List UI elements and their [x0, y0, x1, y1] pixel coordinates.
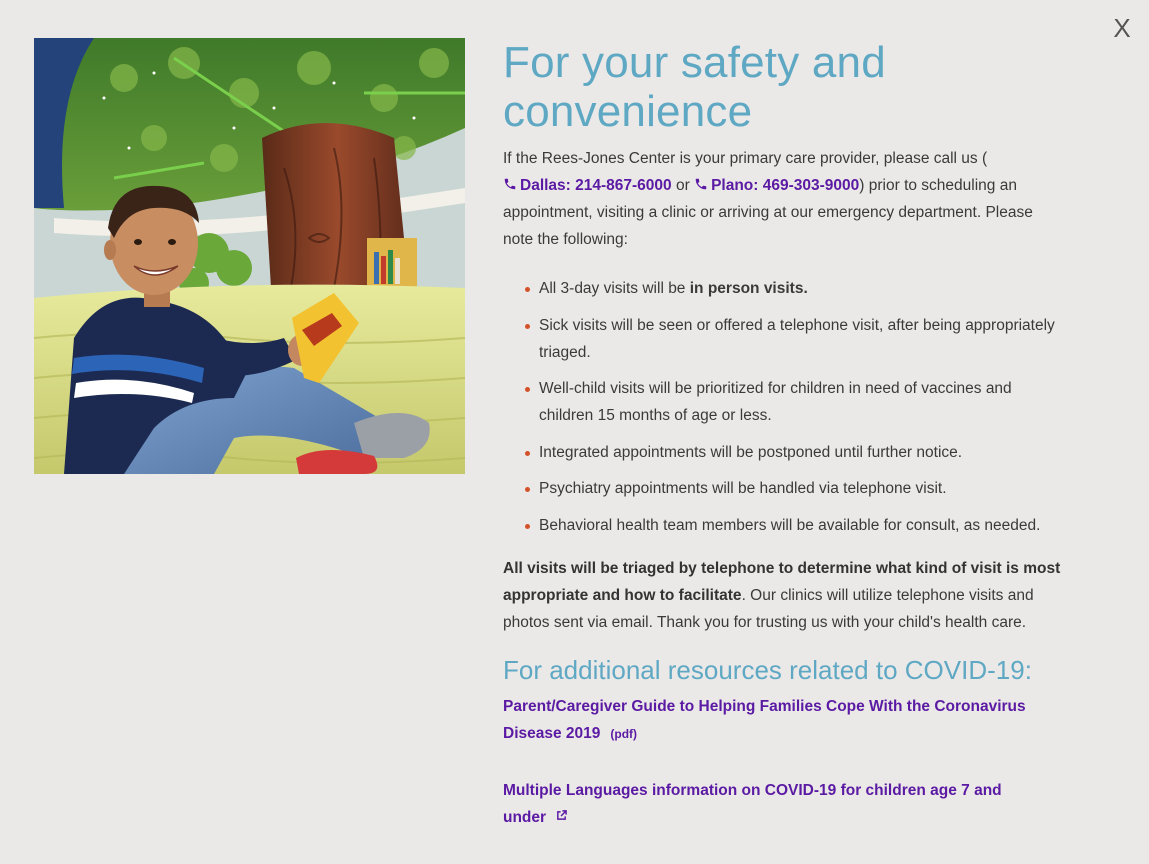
list-item-bold: in person visits.: [689, 280, 808, 297]
main-content: [503, 38, 1063, 832]
plano-phone-text[interactable]: Plano: 469-303-9000: [711, 177, 860, 194]
phone-icon: [503, 177, 517, 191]
page-title: For your safety and convenience: [503, 38, 886, 136]
notes-list: [503, 275, 1063, 539]
multiple-languages-label[interactable]: Multiple Languages information on COVID-19 for children age 7 and under: [503, 781, 1002, 826]
caregiver-guide-link[interactable]: [503, 693, 1033, 749]
list-item-text: Integrated appointments will be postponed until further notice.: [539, 443, 963, 461]
list-item-text: All 3-day visits will be: [539, 280, 690, 297]
bullet-icon: [525, 287, 530, 292]
bullet-icon: [525, 387, 530, 392]
list-item: [539, 439, 1063, 466]
list-item-text: Behavioral health team members will be available for consult, as needed.: [539, 516, 1041, 534]
resources-heading: For additional resources related to COVID-19:: [503, 654, 1032, 685]
bullet-icon: [525, 451, 530, 456]
external-link-icon: [556, 810, 567, 821]
list-item-text: Sick visits will be seen or offered a telephone visit, after being appropriately triaged.: [539, 316, 1055, 361]
triage-bold-text: All visits will be triaged by telephone to determine what kind of visit is most appropriate and how to facilitate: [503, 559, 1061, 604]
bullet-icon: [525, 524, 530, 529]
list-item: [539, 475, 1063, 502]
phone-icon: [694, 177, 708, 191]
bullet-icon: [525, 487, 530, 492]
triage-paragraph: [503, 555, 1063, 636]
close-button[interactable]: [1109, 13, 1135, 43]
plano-phone-link[interactable]: [694, 177, 859, 194]
intro-text-after: ) prior to scheduling an appointment, visiting a clinic or arriving at our emergency department. Please note the following:: [503, 177, 1033, 248]
close-icon[interactable]: X: [1113, 13, 1131, 43]
pdf-tag[interactable]: (pdf): [610, 727, 638, 741]
intro-paragraph: [503, 145, 1063, 253]
multiple-languages-link[interactable]: [503, 777, 1033, 832]
intro-or: or: [671, 177, 695, 194]
caregiver-guide-label[interactable]: Parent/Caregiver Guide to Helping Families Cope With the Coronavirus Disease 2019: [503, 697, 1026, 742]
dallas-phone-link[interactable]: [503, 177, 672, 194]
triage-text: . Our clinics will utilize telephone visits and photos sent via email. Thank you for trusting us with your child's health care.: [503, 586, 1034, 631]
list-item: [539, 275, 1063, 302]
list-item-text: Psychiatry appointments will be handled via telephone visit.: [539, 480, 947, 497]
bullet-icon: [525, 324, 530, 329]
list-item: [539, 512, 1063, 539]
hero-photo: [34, 38, 465, 474]
list-item: [539, 375, 1063, 429]
list-item-text: Well-child visits will be prioritized for children in need of vaccines and children 15 months of age or less.: [539, 380, 1012, 424]
dallas-phone-text[interactable]: Dallas: 214-867-6000: [520, 177, 672, 194]
list-item: [539, 312, 1063, 366]
intro-text-before: If the Rees-Jones Center is your primary care provider, please call us (: [503, 150, 988, 167]
